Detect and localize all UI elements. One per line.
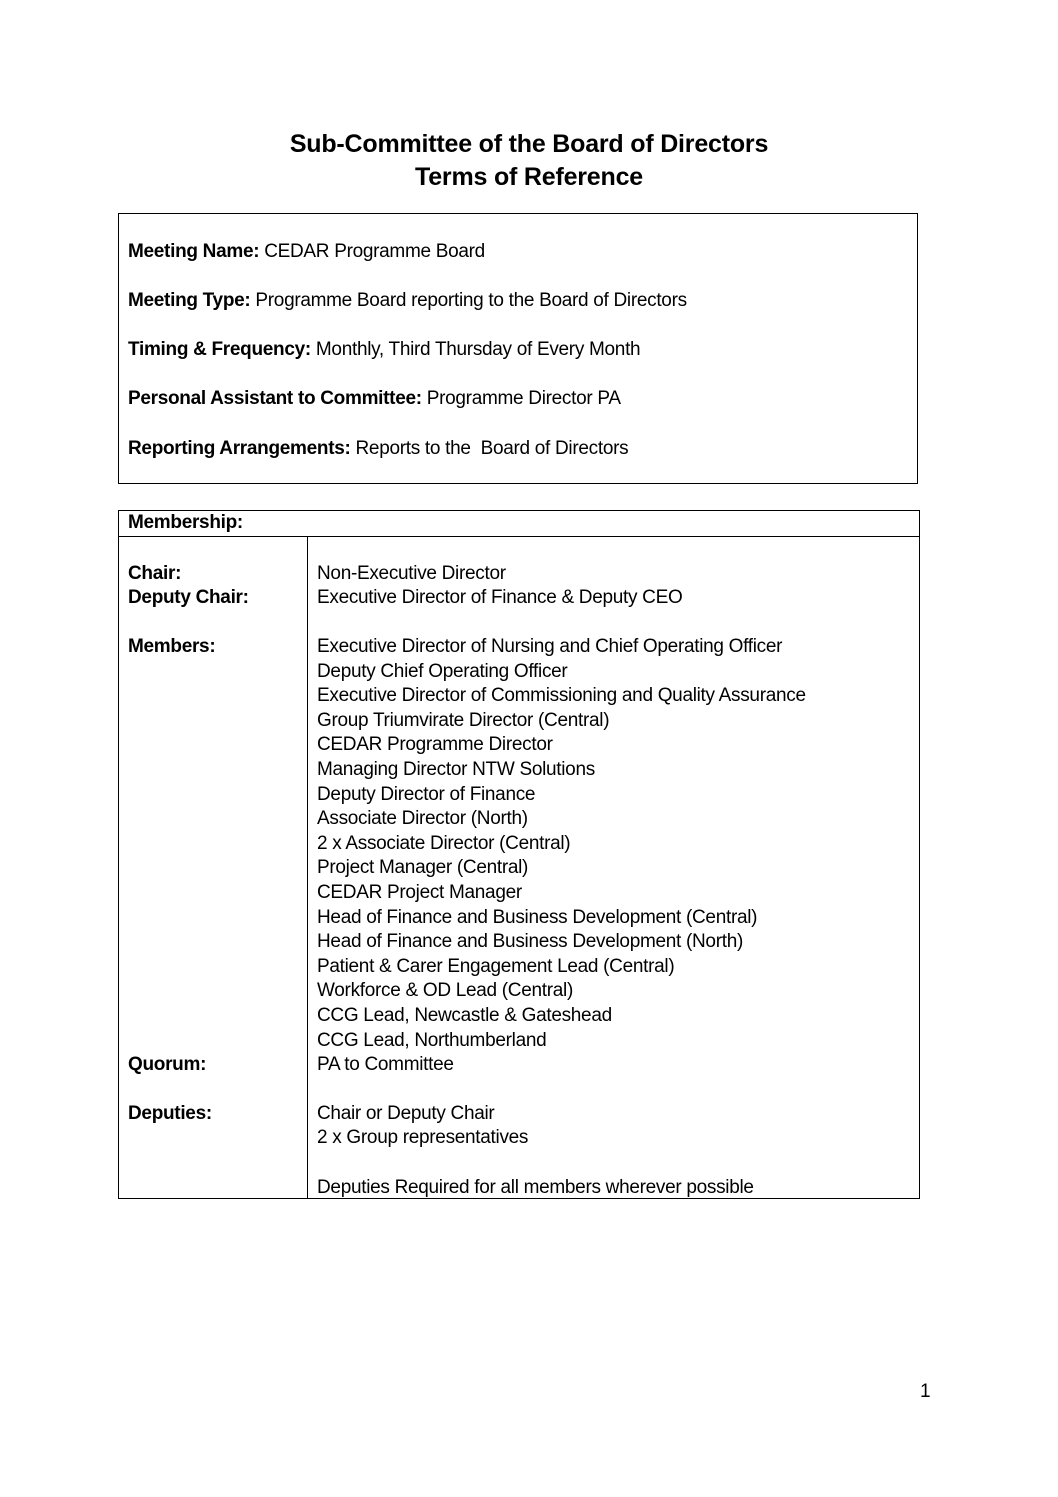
- member-item: Patient & Carer Engagement Lead (Central): [317, 955, 675, 977]
- member-item: 2 x Associate Director (Central): [317, 832, 571, 854]
- meeting-name-label: Meeting Name:: [128, 241, 260, 262]
- member-item: CEDAR Programme Director: [317, 734, 553, 756]
- membership-table: [118, 510, 920, 1199]
- member-item: Executive Director of Commissioning and Quality Assurance: [317, 685, 806, 707]
- member-item: Managing Director NTW Solutions: [317, 759, 595, 780]
- document-title: Sub-Committee of the Board of Directors: [289, 130, 769, 158]
- meeting-type-value: Programme Board reporting to the Board of Directors: [250, 290, 687, 311]
- meeting-type-label: Meeting Type:: [128, 290, 251, 311]
- member-item: CCG Lead, Newcastle & Gateshead: [317, 1005, 612, 1026]
- deputies-item: 2 x Group representatives: [317, 1127, 529, 1148]
- quorum-value: PA to Committee: [317, 1054, 454, 1075]
- member-item: CCG Lead, Northumberland: [317, 1029, 547, 1051]
- member-item: Head of Finance and Business Development (Central): [317, 906, 758, 928]
- member-item: Deputy Chief Operating Officer: [317, 660, 568, 682]
- member-item: Deputy Director of Finance: [317, 783, 536, 805]
- meeting-name-value: CEDAR Programme Board: [259, 241, 485, 262]
- timing-frequency-row: [128, 338, 640, 362]
- member-item: CEDAR Project Manager: [317, 882, 522, 903]
- meeting-info-box: [118, 213, 918, 484]
- column-divider: [307, 537, 308, 1198]
- meeting-name-row: [128, 240, 485, 264]
- member-item: Associate Director (North): [317, 808, 528, 830]
- members-label: Members:: [128, 636, 216, 657]
- membership-header: Membership:: [119, 511, 919, 537]
- member-item: Head of Finance and Business Development (North): [317, 931, 743, 953]
- chair-value: Non-Executive Director: [317, 563, 506, 584]
- personal-assistant-row: [128, 387, 621, 411]
- timing-frequency-label: Timing & Frequency:: [128, 339, 311, 360]
- deputies-item: Chair or Deputy Chair: [317, 1103, 495, 1124]
- chair-label: Chair:: [128, 563, 182, 584]
- document-subtitle: Terms of Reference: [415, 163, 643, 191]
- deputies-note: Deputies Required for all members wherever possible: [317, 1177, 754, 1198]
- personal-assistant-label: Personal Assistant to Committee:: [128, 388, 422, 409]
- meeting-type-row: [128, 289, 687, 313]
- member-item: Project Manager (Central): [317, 857, 529, 879]
- reporting-arrangements-label: Reporting Arrangements:: [128, 438, 351, 459]
- personal-assistant-value: Programme Director PA: [421, 388, 621, 409]
- page-number: 1: [920, 1381, 931, 1402]
- member-item: Group Triumvirate Director (Central): [317, 709, 610, 731]
- member-item: Executive Director of Nursing and Chief Operating Officer: [317, 636, 783, 657]
- reporting-arrangements-row: [128, 437, 628, 461]
- quorum-label: Quorum:: [128, 1054, 207, 1075]
- reporting-arrangements-value: Reports to the Board of Directors: [350, 438, 629, 459]
- member-item: Workforce & OD Lead (Central): [317, 980, 573, 1002]
- timing-frequency-value: Monthly, Third Thursday of Every Month: [310, 339, 641, 360]
- deputy-chair-value: Executive Director of Finance & Deputy CEO: [317, 587, 683, 608]
- deputies-label: Deputies:: [128, 1103, 212, 1124]
- deputy-chair-label: Deputy Chair:: [128, 587, 249, 608]
